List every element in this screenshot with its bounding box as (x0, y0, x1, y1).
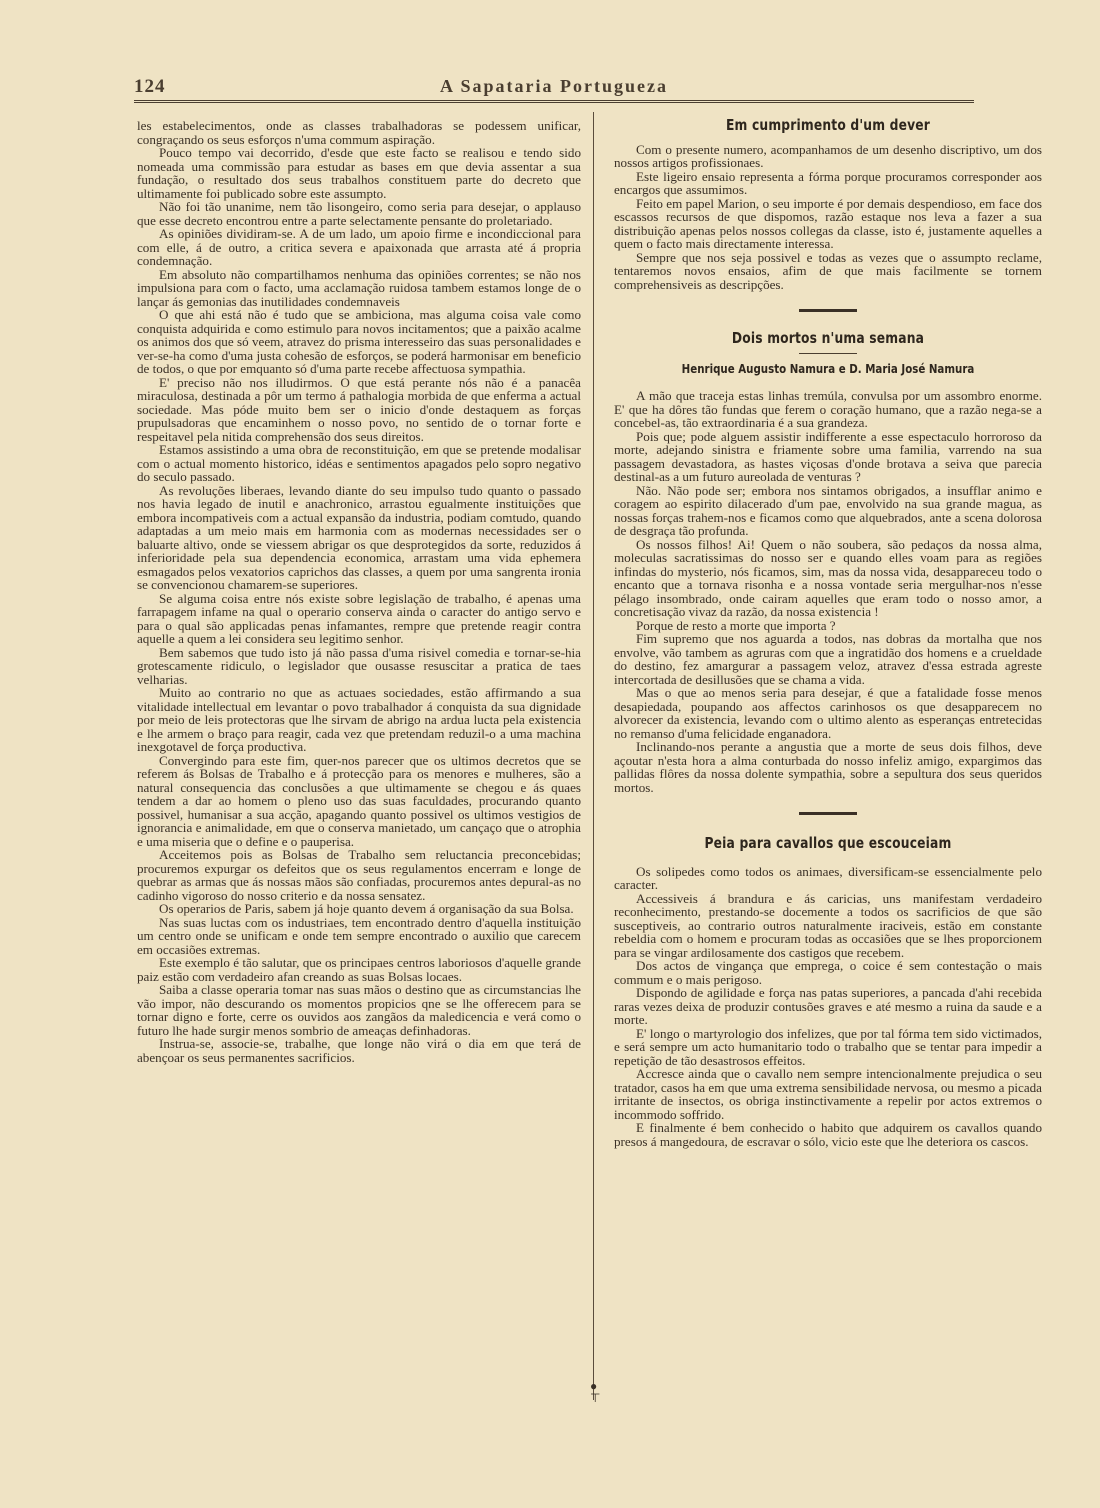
paragraph: Convergindo para este fim, quer-nos parecer que os ultimos decretos que se referem ás Bolsas de Trabalho e á protecção para os menores e mulheres, são a natural consequencia das conclusões a que ultimamente se chegou e ás quaes tendem a dar ao homem o pleno uso das suas faculdades, procurando quanto possivel, humanisar a sua acção, apagando quanto possivel os ultimos vestigios de ignorancia e animalidade, em que o conserva manietado, um cançaço que o atrophia e uma miseria que o define e o pauperisa. (137, 752, 581, 849)
paragraph: Acceitemos pois as Bolsas de Trabalho sem reluctancia preconcebidas; procuremos expurgar os defeitos que os seus regulamentos encerram e longe de quebrar as armas que ás nossas mãos são confiadas, procuremos antes depural-as no cadinho vigoroso do nosso criterio e da nossa sensatez. (137, 847, 581, 903)
paragraph: Porque de resto a morte que importa ? (636, 617, 836, 633)
article-title: Em cumprimento d'um dever (725, 116, 931, 134)
article-title: Dois mortos n'uma semana (731, 329, 925, 347)
paragraph: Pois que; pode alguem assistir indifferente a esse espectaculo horroroso da morte, adejando sinistra e friamente sobre uma familia, varrendo na sua passagem devastadora, as hastes viçosas d'onde brotava a seiva que parecia destinal-as a um futuro aureolada de venturas ? (614, 428, 1042, 484)
title-rule (799, 353, 857, 354)
paragraph: Este exemplo é tão salutar, que os principaes centros laboriosos d'aquelle grande paiz estão com verdadeiro afan creando as suas Bolsas locaes. (137, 955, 581, 984)
article-subtitle: Henrique Augusto Namura e D. Maria José Namura (681, 360, 975, 376)
paragraph: Este ligeiro ensaio representa a fórma porque procuramos corresponder aos encargos que assumimos. (614, 168, 1042, 197)
paragraph: Se alguma coisa entre nós existe sobre legislação de trabalho, é apenas uma farrapagem infame na qual o operario conserva ainda o caracter do antigo servo e para o qual são applicadas penas infamantes, rempre que pretende reagir contra aquelle a quem a lei considera seu legitimo senhor. (137, 590, 581, 646)
paragraph: Instrua-se, associe-se, trabalhe, que longe não virá o dia em que terá de abençoar os seus permanentes sacrificios. (137, 1036, 581, 1065)
paragraph: Bem sabemos que tudo isto já não passa d'uma risivel comedia e tornar-se-hia grotescamente ridiculo, o legislador que ousasse resuscitar a pratica de taes velharias. (137, 644, 581, 687)
paragraph: Nas suas luctas com os industriaes, tem encontrado dentro d'aquella instituição um centro onde se unificam e onde tem sempre encontrado o auxilio que carecem em occasiões extremas. (137, 914, 581, 957)
paragraph: Dispondo de agilidade e força nas patas superiores, a pancada d'ahi recebida raras vezes deixa de produzir contusões graves e até mesmo a ruina da saude e a morte. (614, 985, 1042, 1027)
section-rule (799, 812, 857, 815)
header-rule (134, 100, 974, 103)
paragraph: Com o presente numero, acompanhamos de um desenho discriptivo, um dos nossos artigos profissionaes. (614, 141, 1042, 170)
paragraph: Inclinando-nos perante a angustia que a morte de seus dois filhos, deve açoutar n'esta hora a alma conturbada do nosso infeliz amigo, expargimos das pallidas flôres da nossa dolente sympathia, sobre a sepultura dos seus queridos mortos. (614, 739, 1042, 795)
running-title: A Sapataria Portugueza (440, 76, 668, 96)
article-title: Peia para cavallos que escouceiam (704, 834, 952, 852)
left-column (137, 119, 581, 1064)
paragraph: Dos actos de vingança que emprega, o coice é sem contestação o mais commum e o mais perigoso. (614, 958, 1042, 987)
right-column (614, 116, 1042, 1149)
paragraph: Os operarios de Paris, sabem já hoje quanto devem á organisação da sua Bolsa. (159, 901, 574, 916)
article-dois-mortos (614, 329, 1042, 795)
article-peia-cavallos (614, 834, 1042, 1149)
paragraph: Estamos assistindo a uma obra de reconstituição, em que se pretende modalisar com o actual momento historico, idéas e sentimentos apagados pelo sopro negativo do seculo passado. (137, 442, 581, 484)
paragraph: E' longo o martyrologio dos infelizes, que por tal fórma tem sido victimados, e será sempre um acto humanitario todo o trabalho que se tentar para impedir a repetição de tão desastrosos effeitos. (614, 1025, 1042, 1068)
paragraph: Sempre que nos seja possivel e todas as vezes que o assumpto reclame, tentaremos novos ensaios, afim de que mais facilmente se tornem comprehensiveis as descripções. (614, 249, 1042, 292)
paragraph: Pouco tempo vai decorrido, d'esde que este facto se realisou e tendo sido nomeada uma commissão para estudar as bases em que devia assentar a sua fundação, o resultado dos seus trabalhos constituem parte do decreto que ultimamente foi publicado sobre este assumpto. (137, 145, 581, 201)
paragraph: A mão que traceja estas linhas tremúla, convulsa por um assombro enorme. E' que ha dôres tão fundas que ferem o coração humano, que a razão nega-se a concebel-as, tão extraordinaria é a sua grandeza. (614, 388, 1042, 430)
paragraph: Accresce ainda que o cavallo nem sempre intencionalmente prejudica o seu tratador, casos ha em que uma extrema sensibilidade nervosa, ou mesmo a picada irritante de insectos, os obriga instinctivamente a repelir por actos extremos o incommodo soffrido. (614, 1066, 1042, 1122)
paragraph: Em absoluto não compartilhamos nenhuma das opiniões correntes; se não nos impulsiona para com o facto, uma acclamação ruidosa tambem estamos longe de o lançar ás gemonias das inutilidades condemnaveis (137, 266, 581, 309)
paragraph: Fim supremo que nos aguarda a todos, nas dobras da mortalha que nos envolve, vão tambem as agruras com que a ingratidão dos homens e a crueldade do destino, fez amargurar a passagem veloz, atravez d'essa estrada agreste intercortada de desillusões que se chama a vida. (614, 631, 1042, 687)
paragraph: E finalmente é bem conhecido o habito que adquirem os cavallos quando presos á mangedoura, de escravar o sólo, vicio este que lhe deteriora os cascos. (614, 1120, 1042, 1149)
paragraph: As revoluções liberaes, levando diante do seu impulso tudo quanto o passado nos havia legado de inutil e anachronico, arrastou egualmente instituições que embora incompativeis com a actual expansão da industria, podiam comtudo, quando adaptadas a um meio mais em harmonia com as modernas necessidades ser o baluarte altivo, onde se viessem abrigar os que desprotegidos da sorte, reduzidos á inferioridade pela sua dependencia economica, arrastam uma vida ephemera esmagados pelos vexatorios caprichos das classes, a quem por uma sangrenta ironia se convencionou chamarem-se superiores. (137, 482, 581, 592)
article-em-cumprimento (614, 116, 1042, 292)
paragraph: Saiba a classe operaria tomar nas suas mãos o destino que as circumstancias lhe vão impor, não descurando os momentos propicios qne se lhe offerecem para se tornar digno e forte, cerre os ouvidos aos zangãos da maledicencia e verá como o futuro lhe hade surgir menos sombrio de ameaças definhadoras. (137, 982, 581, 1038)
column-divider (593, 112, 594, 1400)
paragraph: Feito em papel Marion, o seu importe é por demais despendioso, em face dos escassos recursos de que dispomos, razão estaque nos leva a fazer a sua distribuição apenas pelos nossos collegas da classe, isto é, justamente aquelles a quem o facto mais directamente interessa. (614, 195, 1042, 251)
paragraph: Os solipedes como todos os animaes, diversificam-se essencialmente pelo caracter. (614, 863, 1042, 892)
paragraph: Accessiveis á brandura e ás caricias, uns manifestam verdadeiro reconhecimento, prestando-se docemente a todos os sacrificios de que são susceptiveis, ao contrario outros naturalmente iraciveis, estão em constante rebeldia com o homem e procuram todas as occasiões que se lhes proporcionem para se vingar ardilosamente dos castigos que recebem. (614, 890, 1042, 960)
section-rule (799, 309, 857, 312)
paragraph: Os nossos filhos! Ai! Quem o não soubera, são pedaços da nossa alma, moleculas sacratissimas do nosso ser e quando elles voam para as regiões infindas do mysterio, nós ficamos, sim, mas da nossa vida, desappareceu todo o encanto que a tornava risonha e a nossa vontade seria mergulhar-nos n'esse pélago insombrado, onde cairam aquelles que eram todo o nosso amor, a concretisação vivaz da razão, da nossa existencia ! (614, 536, 1042, 619)
paragraph: As opiniões dividiram-se. A de um lado, um apoio firme e incondiccional para com elle, á de outro, a critica severa e apaixonada que arrasta até á propria condemnação. (137, 226, 581, 268)
paragraph: Não foi tão unanime, nem tão lisongeiro, como seria para desejar, o applauso que esse decreto encontrou entre a parte selectamente pensante do proletariado. (137, 199, 581, 228)
paragraph: Não. Não pode ser; embora nos sintamos obrigados, a insufflar animo e coragem ao espirito dilacerado d'um pae, envolvido na sua grande magua, as nossas forças trahem-nos e ficamos como que alquebrados, ante a scena dolorosa de desgraça tão profunda. (614, 482, 1042, 538)
paragraph: O que ahi está não é tudo que se ambiciona, mas alguma coisa vale como conquista adquirida e como estimulo para novos incitamentos; que a paixão acalme os animos dos que só veem, atravez do prisma interesseiro das suas personalidades e ver-se-ha como d'uma justa cohesão de esforços, se poderá harmonisar em beneficio de todos, o que por emquanto só d'uma parte recebe affectuosa sympathia. (137, 307, 581, 376)
paragraph: E' preciso não nos illudirmos. O que está perante nós não é a panacêa miraculosa, destinada a pôr um termo á pathalogia morbida de que enferma a actual sociedade. Mas póde muito bem ser o inicio d'onde destaquem as forças prupulsadoras que encaminhem o nosso povo, no sentido de o tornar forte e respeitavel pela nitida comprehensão dos seus direitos. (137, 374, 581, 444)
paragraph: Muito ao contrario no que as actuaes sociedades, estão affirmando a sua vitalidade intellectual em levantar o povo trabalhador á conquista da sua dignidade por meio de leis protectoras que lhe sirvam de abrigo na ardua lucta pela existencia e lhe armem o braço para reagir, cada vez que pretendam reduzil-o a uma machina inexgotavel de força productiva. (137, 685, 581, 754)
paragraph: les estabelecimentos, onde as classes trabalhadoras se podessem unificar, congraçando os seus esforços n'uma commum aspiração. (137, 118, 581, 147)
page-number: 124 (134, 76, 166, 97)
continuation-mark-icon: ● ⊤ (590, 1379, 601, 1405)
paragraph: Mas o que ao menos seria para desejar, é que a fatalidade fosse menos desapiedada, poupando aos affectos carinhosos os que desapparecem no alvorecer da existencia, levando com o ultimo alento as esperanças entretecidas no remanso d'uma felicidade enganadora. (614, 685, 1042, 741)
